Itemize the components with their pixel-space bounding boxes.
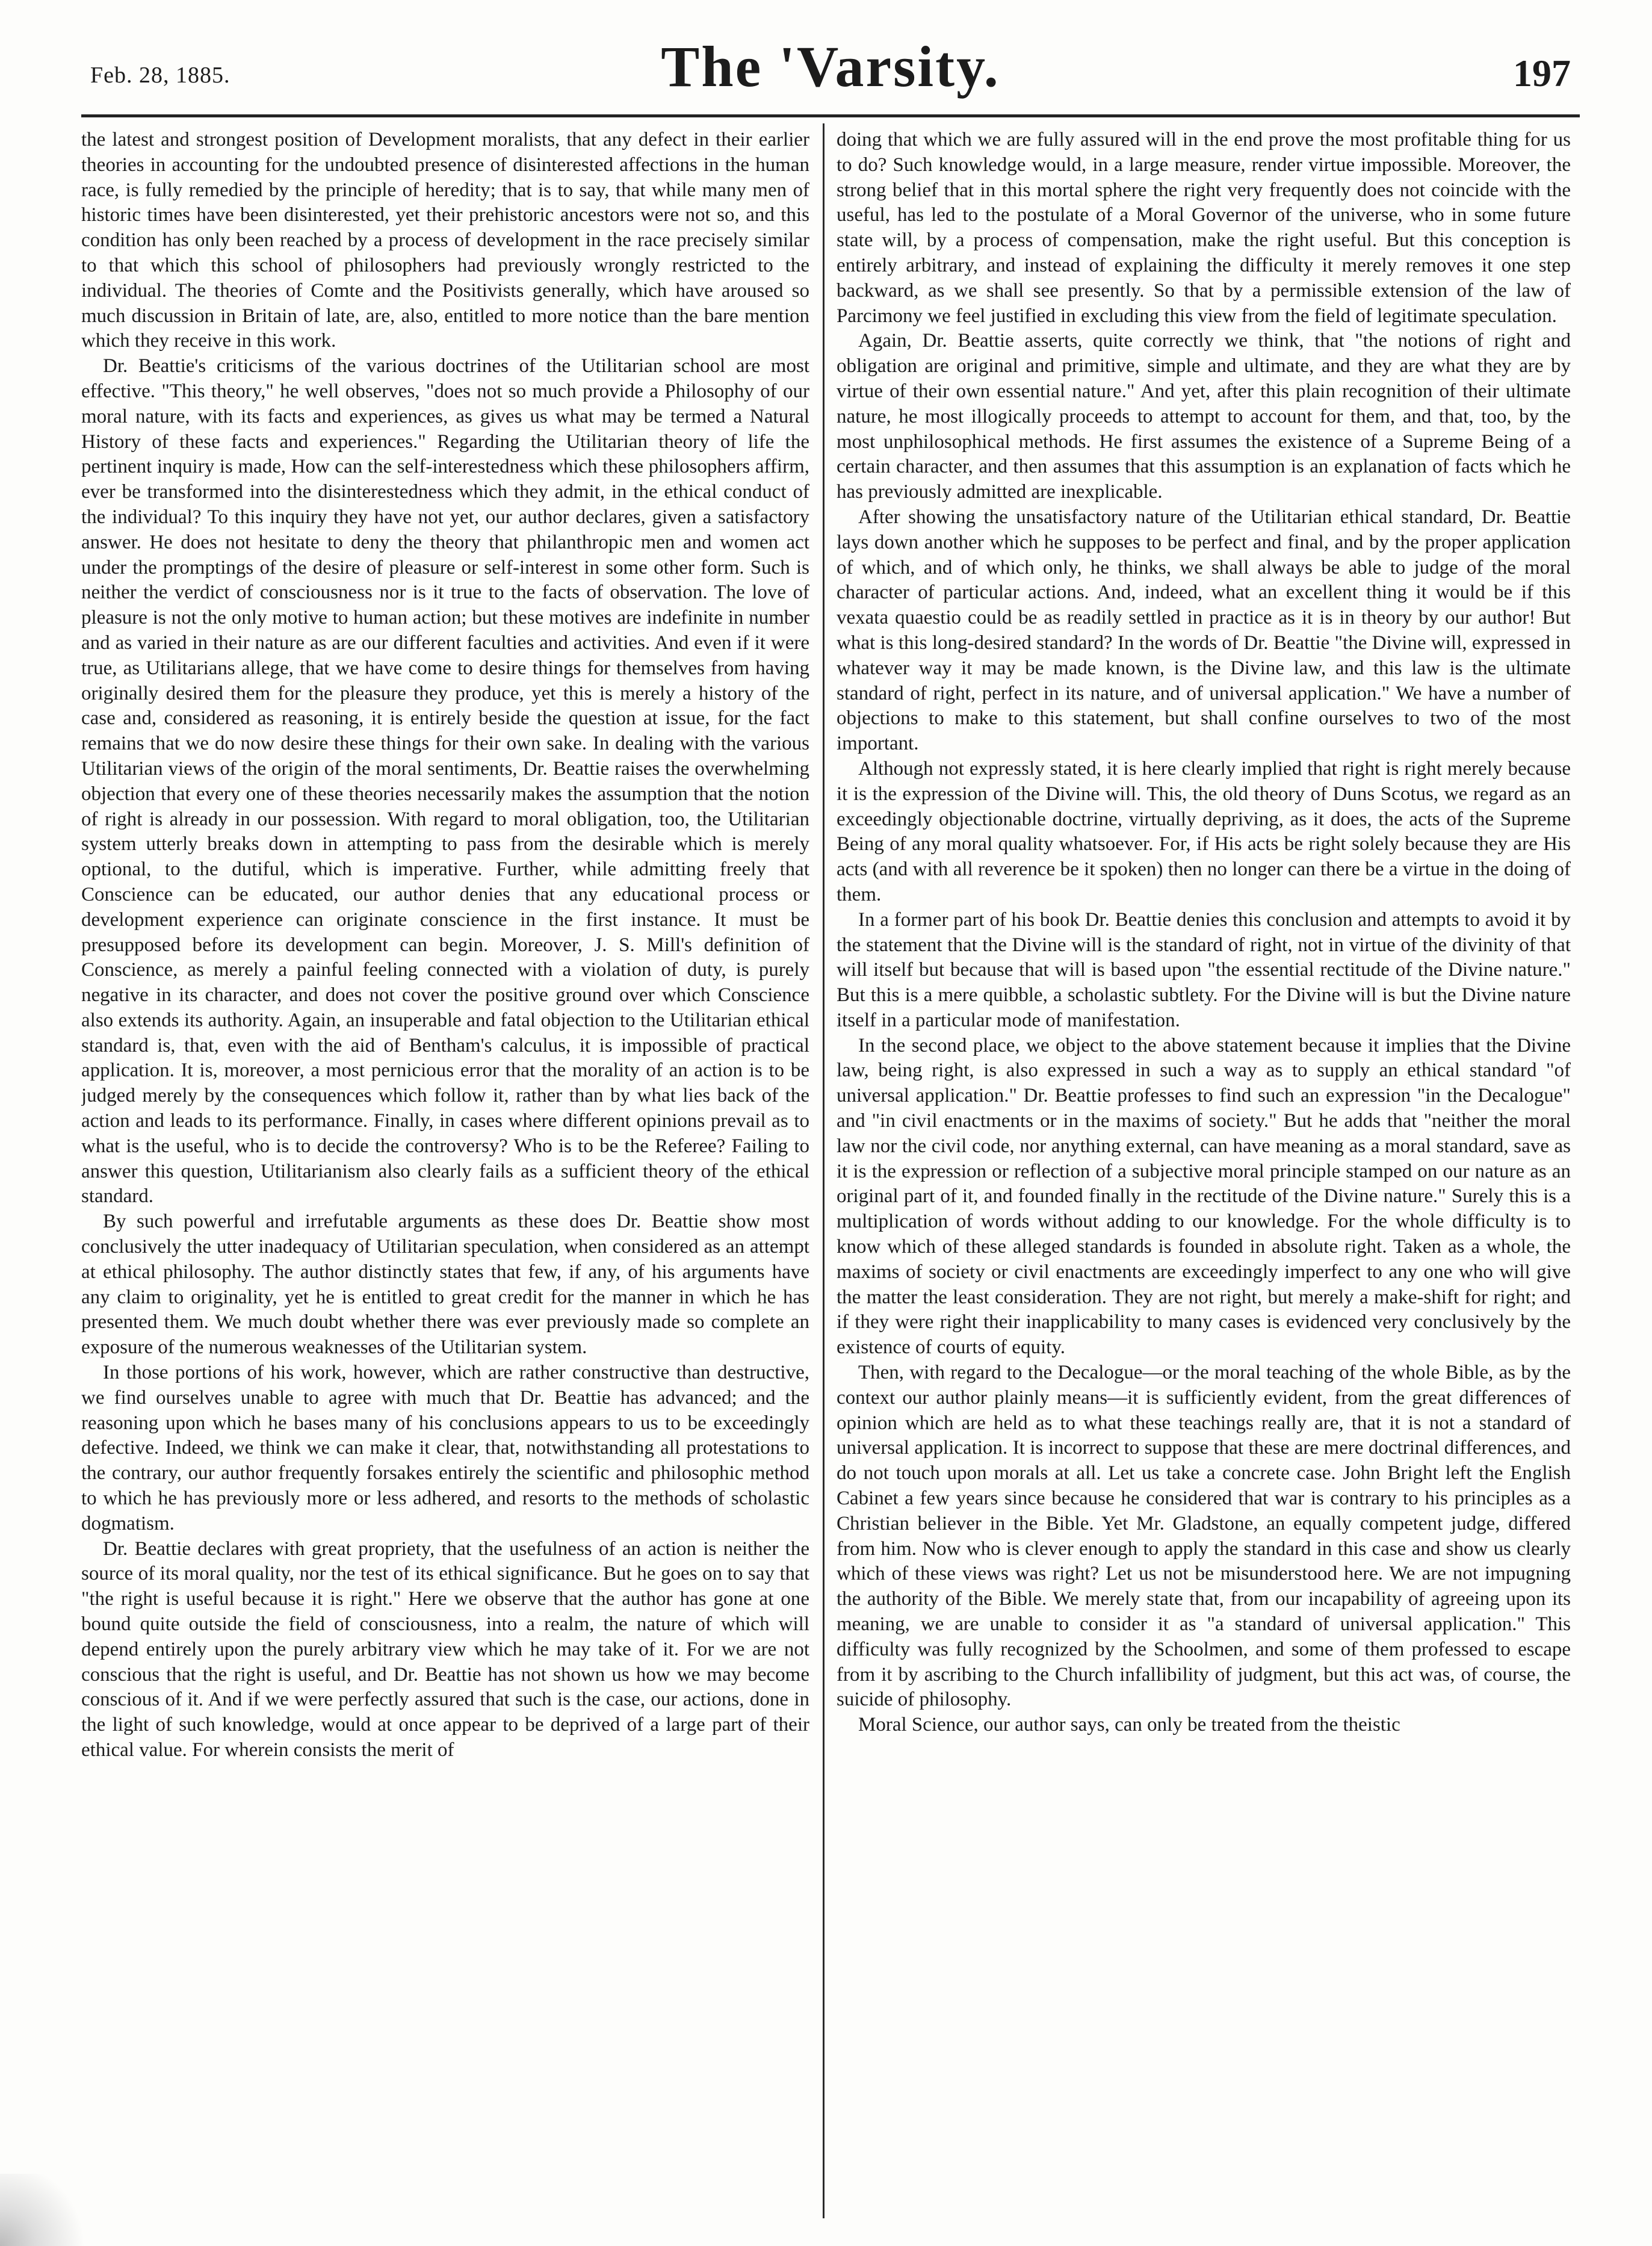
paragraph: the latest and strongest position of Development moralists, that any defect in their earlier theories in accounting for the undoubted presence of disinterested affections in the human race, is fully remedied by the principle of heredity; that is to say, that while many men of historic times have been disinterested, yet their prehistoric ancestors were not so, and this condition has only been reached by a process of development in the race precisely similar to that which this school of philosophers had previously wrongly restricted to the individual. The theories of Comte and the Positivists generally, which have aroused so much discussion in Britain of late, are, also, entitled to more notice than the bare mention which they receive in this work. [81,129,809,352]
paragraph: After showing the unsatisfactory nature of the Utilitarian ethical standard, Dr. Beattie lays down another which he supposes to be perfect and final, and by the proper application of which, and of which only, he thinks, we shall always be able to judge of the moral character of particular actions. And, indeed, what an excellent thing it would be if this vexata quaestio could be as readily settled in practice as it is in theory by our author! But what is this long-desired standard? In the words of Dr. Beattie "the Divine will, expressed in whatever way it may be made known, is the Divine law, and this law is the ultimate standard of right, perfect in its nature, and of universal application." We have a number of objections to make to this statement, but shall confine ourselves to two of the most important. [837,506,1571,755]
issue-date: Feb. 28, 1885. [90,63,230,88]
column-divider [823,123,824,2218]
paragraph: In the second place, we object to the above statement because it implies that the Divine law, being right, is also expressed in such a way as to supply an ethical standard "of universal application." Dr. Beattie professes to find such an expression "in the Decalogue" and "in civil enactments or in the maxims of society." But he adds that "neither the moral law nor the civil code, nor anything external, can have meaning as a moral standard, save as it is the expression or reflection of a subjective moral principle stamped on our nature as an original part of it, and founded finally in the rectitude of the Divine nature." Surely this is a multiplication of words without adding to our knowledge. For the whole difficulty is to know which of these alleged standards is founded in absolute right. Taken as a whole, the maxims of society or civil enactments are exceedingly imperfect to any one who will give the matter the least consideration. They are not right, but merely a make-shift for right; and if they were right their inapplicability to many cases is evidenced very conclusively by the existence of courts of equity. [837,1034,1571,1359]
paragraph: In a former part of his book Dr. Beattie denies this conclusion and attempts to avoid it by the statement that the Divine will is the standard of right, not in virtue of the divinity of that will itself but because that will is based upon "the essential rectitude of the Divine nature." But this is a mere quibble, a scholastic subtlety. For the Divine will is but the Divine nature itself in a particular mode of manifestation. [837,908,1571,1031]
paragraph: Although not expressly stated, it is here clearly implied that right is right merely because it is the expression of the Divine will. This, the old theory of Duns Scotus, we regard as an exceedingly objectionable doctrine, virtually depriving, as it does, the acts of the Supreme Being of any moral quality whatsoever. For, if His acts be right solely because they are His acts (and with all reverence be it spoken) then no longer can there be a virtue in the doing of them. [837,757,1571,905]
paragraph: Again, Dr. Beattie asserts, quite correctly we think, that "the notions of right and obligation are original and primitive, simple and ultimate, and they are what they are by virtue of their own essential nature." And yet, after this plain recognition of their ultimate nature, he most illogically proceeds to attempt to account for them, and that, too, by the most unphilosophical methods. He first assumes the existence of a Supreme Being of a certain character, and then assumes that this assumption is an explanation of facts which he has previously admitted are inexplicable. [837,330,1571,503]
paragraph: doing that which we are fully assured will in the end prove the most profitable thing for us to do? Such knowledge would, in a large measure, render virtue impossible. Moreover, the strong belief that in this mortal sphere the right very frequently does not coincide with the useful, has led to the postulate of a Moral Governor of the universe, who in some future state will, by a process of compensation, make the right useful. But this conception is entirely arbitrary, and instead of explaining the difficulty it merely removes it one step backward, as we shall see presently. So that by a permissible extension of the law of Parcimony we feel justified in excluding this view from the field of legitimate speculation. [837,129,1571,327]
page-number: 197 [1513,52,1571,95]
paragraph: Then, with regard to the Decalogue—or the moral teaching of the whole Bible, as by the context our author plainly means—it is sufficiently evident, from the great differences of opinion which are held as to what these teachings really are, that it is not a standard of universal application. It is incorrect to suppose that these are mere doctrinal differences, and do not touch upon morals at all. Let us take a concrete case. John Bright left the English Cabinet a few years since because he considered that war is contrary to his principles as a Christian believer in the Bible. Yet Mr. Gladstone, an equally competent judge, differed from him. Now who is clever enough to apply the standard in this case and show us clearly which of these views was right? Let us not be misunderstood here. We are not impugning the authority of the Bible. We merely state that, from our incapability of agreeing upon its meaning, we are unable to consider it as "a standard of universal application." This difficulty was fully recognized by the Schoolmen, and some of them professed to escape from it by ascribing to the Church infallibility of judgment, but this act was, of course, the suicide of philosophy. [837,1362,1571,1711]
header-rule [81,114,1580,117]
paragraph: By such powerful and irrefutable arguments as these does Dr. Beattie show most conclusively the utter inadequacy of Utilitarian speculation, when considered as an attempt at ethical philosophy. The author distinctly states that few, if any, of his arguments have any claim to originality, yet he is entitled to great credit for the manner in which he has presented them. We much doubt whether there was ever previously made so complete an exposure of the numerous weaknesses of the Utilitarian system. [81,1211,809,1359]
paragraph: In those portions of his work, however, which are rather constructive than destructive, we find ourselves unable to agree with much that Dr. Beattie has advanced; and the reasoning upon which he bases many of his conclusions appears to us to be exceedingly defective. Indeed, we think we can make it clear, that, notwithstanding all protestations to the contrary, our author frequently forsakes entirely the scientific and philosophic method to which he has previously more or less adhered, and resorts to the methods of scholastic dogmatism. [81,1362,809,1534]
left-column [81,128,809,2210]
paragraph: Moral Science, our author says, can only be treated from the theistic [858,1714,1400,1736]
right-column [837,128,1571,2210]
paragraph: Dr. Beattie's criticisms of the various doctrines of the Utilitarian school are most effective. "This theory," he well observes, "does not so much provide a Philosophy of our moral nature, with its facts and experiences, as gives us what may be termed a Natural History of these facts and experiences." Regarding the Utilitarian theory of life the pertinent inquiry is made, How can the self-interestedness which these philosophers affirm, ever be transformed into the disinterestedness which they admit, in the ethical conduct of the individual? To this inquiry they have not yet, our author declares, given a satisfactory answer. He does not hesitate to deny the theory that philanthropic men and women act under the promptings of the desire of pleasure or self-interest in some other form. Such is neither the verdict of consciousness nor is it true to the facts of observation. The love of pleasure is not the only motive to human action; but these motives are indefinite in number and as varied in their nature as are our different faculties and activities. And even if it were true, as Utilitarians allege, that we have come to desire things for themselves from having originally desired them for the pleasure they produce, yet this is merely a history of the case and, considered as reasoning, it is entirely beside the question at issue, for the fact remains that we do now desire these things for their own sake. In dealing with the various Utilitarian views of the origin of the moral sentiments, Dr. Beattie raises the overwhelming objection that every one of these theories necessarily makes the assumption that the notion of right is already in our possession. With regard to moral obligation, too, the Utilitarian system utterly breaks down in attempting to pass from the desirable which is merely optional, to the dutiful, which is imperative. Further, while admitting freely that Conscience can be educated, our author denies that any educational process or development experience can originate conscience in the first instance. It must be presupposed before its development can begin. Moreover, J. S. Mill's definition of Conscience, as merely a painful feeling connected with a violation of duty, is purely negative in its character, and does not cover the positive ground over which Conscience also extends its authority. Again, an insuperable and fatal objection to the Utilitarian ethical standard is, that, even with the aid of Bentham's calculus, it is impossible of practical application. It is, moreover, a most pernicious error that the morality of an action is to be judged merely by the consequences which follow it, rather than by what lies back of the action and leads to its performance. Finally, in cases where different opinions prevail as to what is the useful, who is to decide the controversy? Who is to be the Referee? Failing to answer this question, Utilitarianism also clearly fails as a sufficient theory of the ethical standard. [81,355,809,1208]
masthead-title: The 'Varsity. [661,34,1000,99]
page-header [90,33,1571,123]
page-corner-smudge [0,2174,96,2246]
paragraph: Dr. Beattie declares with great propriety, that the usefulness of an action is neither the source of its moral quality, nor the test of its ethical significance. But he goes on to say that "the right is useful because it is right." Here we observe that the author has gone at one bound quite outside the field of consciousness, into a realm, the nature of which will depend entirely upon the purely arbitrary view which he may take of it. For we are not conscious that the right is useful, and Dr. Beattie has not shown us how we may become conscious of it. And if we were perfectly assured that such is the case, our actions, done in the light of such knowledge, would at once appear to be deprived of a large part of their ethical value. For wherein consists the merit of [81,1537,809,1761]
